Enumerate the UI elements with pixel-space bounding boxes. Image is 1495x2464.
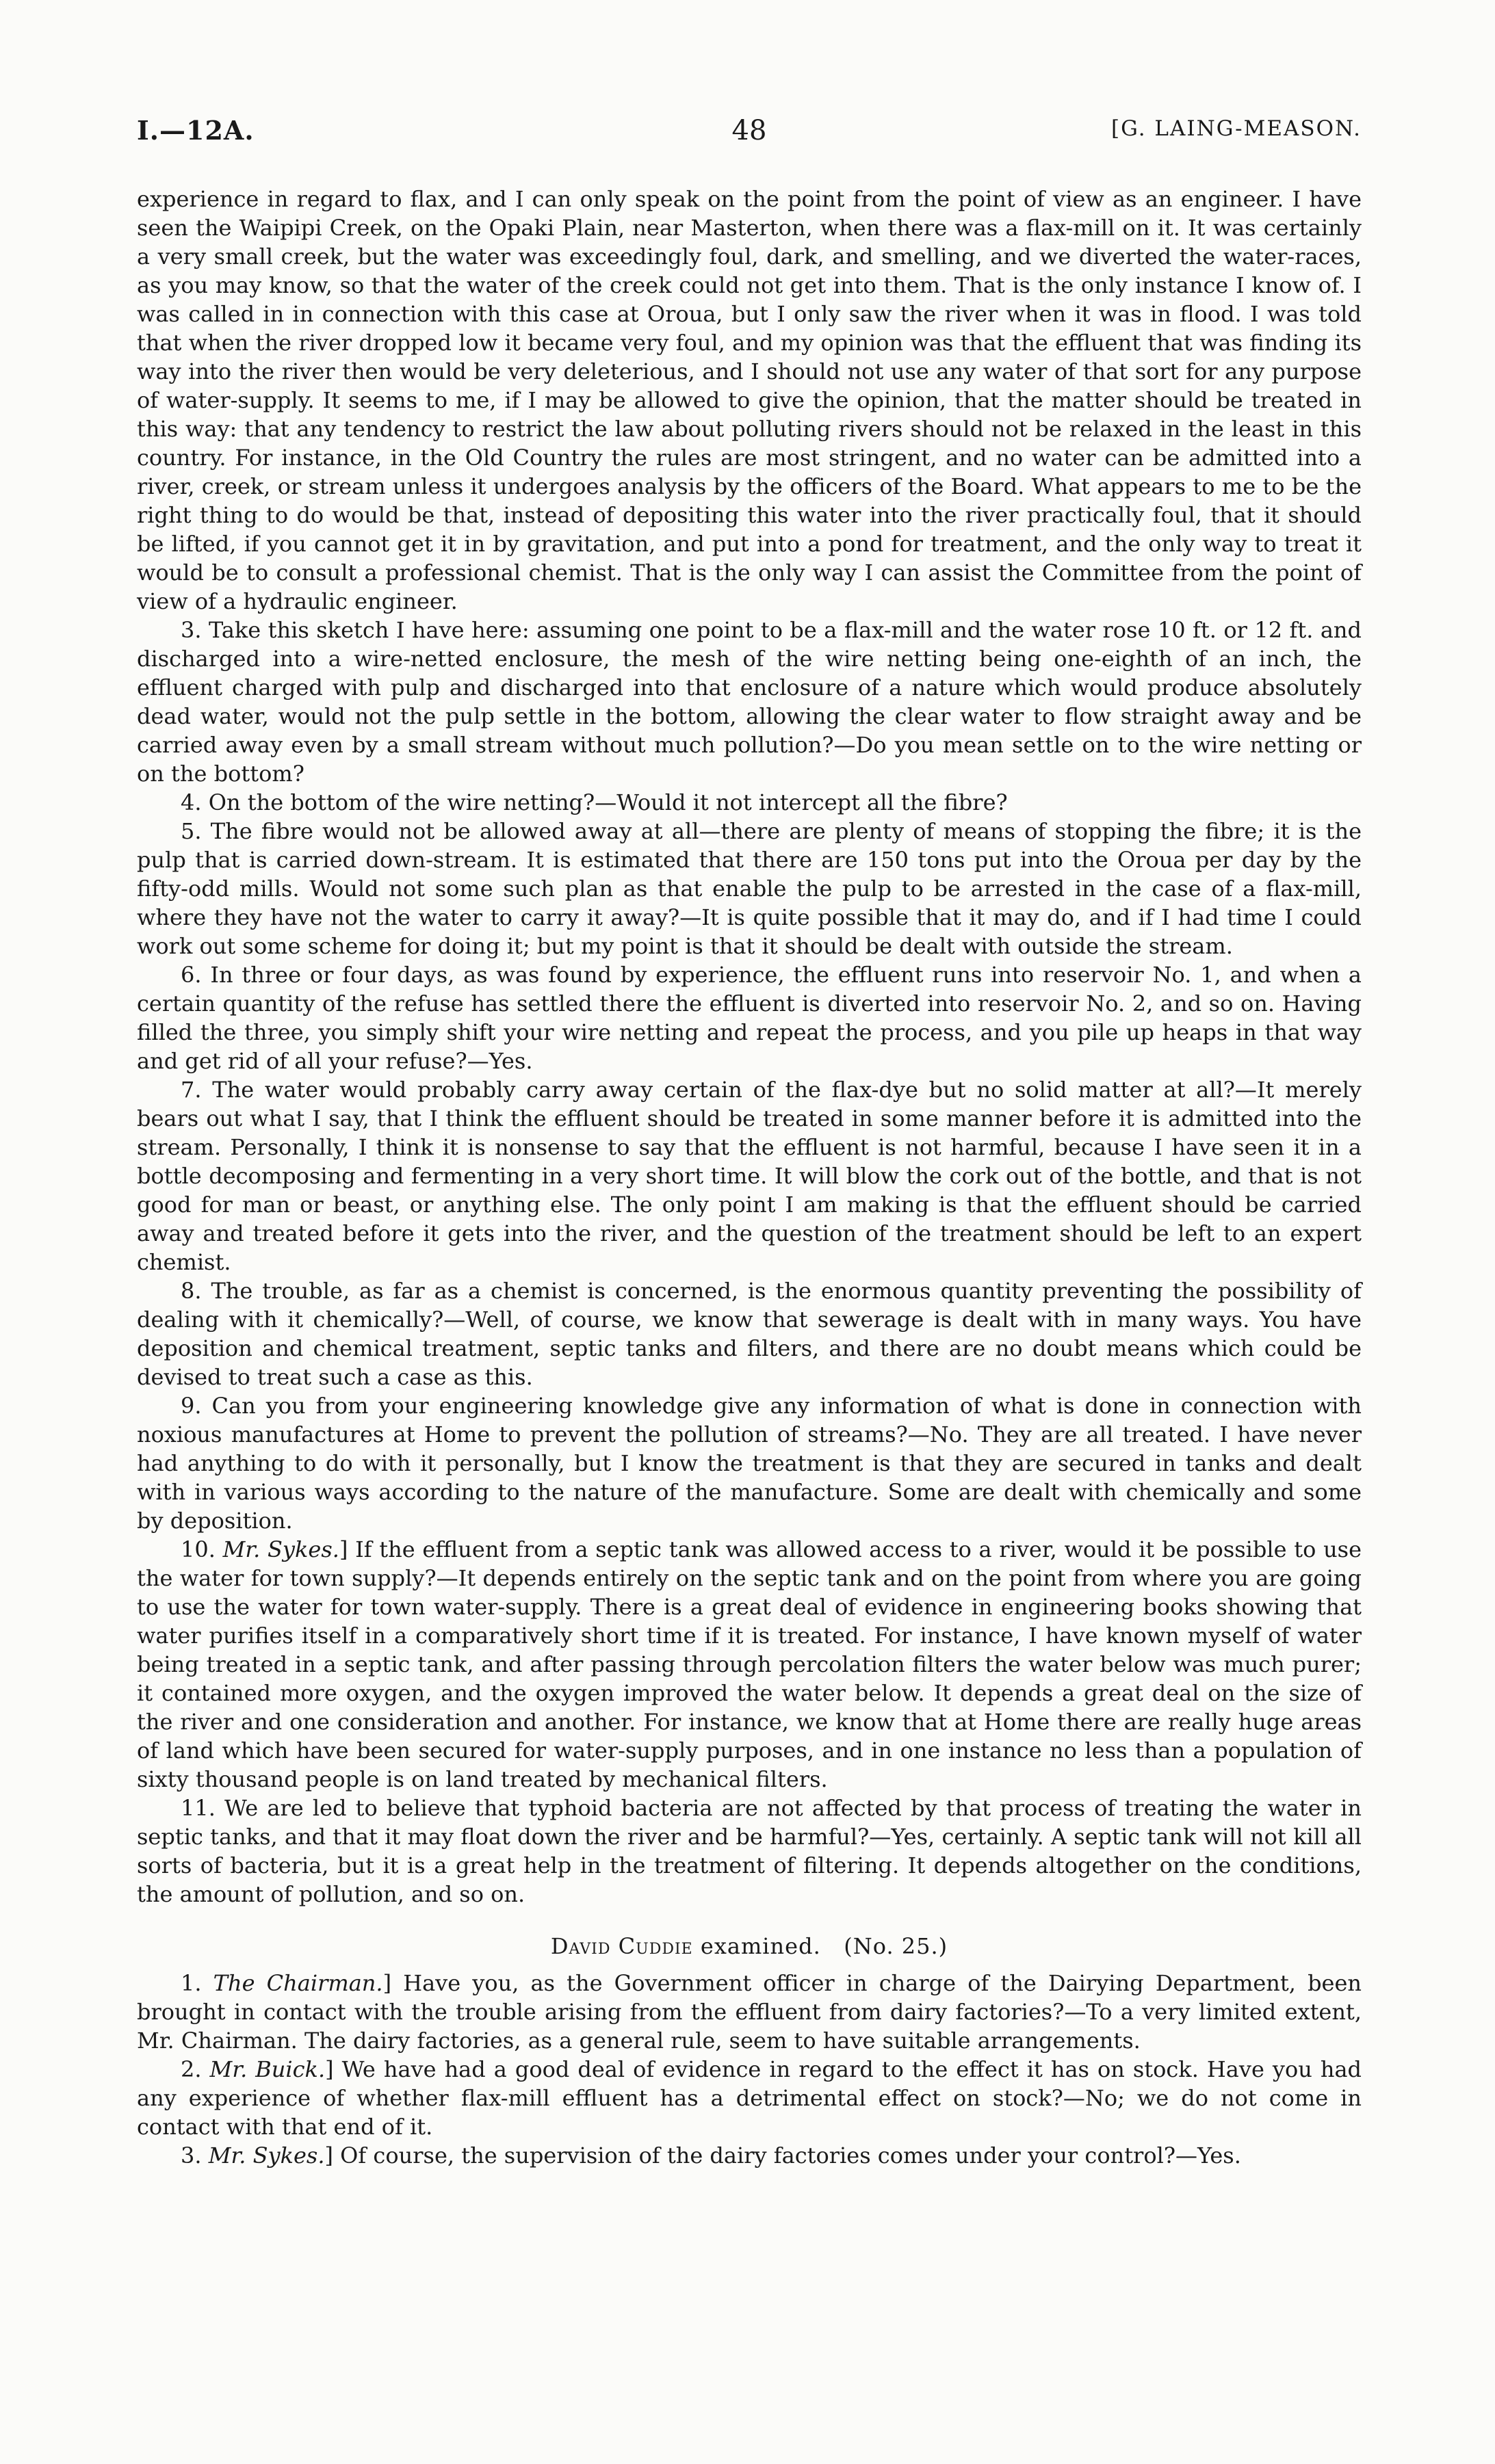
page-number: 48 bbox=[731, 115, 767, 146]
evidence-body bbox=[137, 185, 1362, 2170]
paragraph-continuation: experience in regard to flax, and I can only speak on the point from the point of view as an engineer. I have seen the Waipipi Creek, on the Opaki Plain, near Masterton, when there was a flax-mill on it. It was certainly a very small creek, but the water was exceedingly foul, dark, and smelling, and we diverted the water-races, as you may know, so that the water of the creek could not get into them. That is the only instance I know of. I was called in in connection with this case at Oroua, but I only saw the river when it was in flood. I was told that when the river dropped low it became very foul, and my opinion was that the effluent that was finding its way into the river then would be very deleterious, and I should not use any water of that sort for any purpose of water-supply. It seems to me, if I may be allowed to give the opinion, that the matter should be treated in this way: that any tendency to restrict the law about polluting rivers should not be relaxed in the least in this country. For instance, in the Old Country the rules are most stringent, and no water can be admitted into a river, creek, or stream unless it undergoes analysis by the officers of the Board. What appears to me to be the right thing to do would be that, instead of depositing this water into the river practically foul, that it should be lifted, if you cannot get it in by gravitation, and put into a pond for treatment, and the only way to treat it would be to consult a professional chemist. That is the only way I can assist the Committee from the point of view of a hydraulic engineer. bbox=[137, 186, 1362, 614]
question-text: Of course, the supervision of the dairy factories comes under your control?—Yes. bbox=[340, 2142, 1241, 2168]
speaker: The Chairman. bbox=[213, 1970, 383, 1996]
cuddie-question-1: 1. The Chairman.] Have you, as the Government officer in charge of the Dairying Department, been brought in contact with the trouble arising from the effluent from dairy factories?—To a very limited extent, Mr. Chairman. The dairy factories, as a general rule, seem to have suitable arrangements. bbox=[137, 1970, 1362, 2054]
speaker: Mr. Sykes. bbox=[222, 1536, 339, 1562]
speaker: Mr. Buick. bbox=[209, 2056, 326, 2082]
witness-examined: examined. bbox=[700, 1933, 821, 1959]
question-number: 10. bbox=[181, 1536, 216, 1562]
question-text: If the effluent from a septic tank was allowed access to a river, would it be possible to use the water for town supply?—It depends entirely on the septic tank and on the point from where you are going to use the water for town water-supply. There is a great deal of evidence in engineering books showing that water purifies itself in a comparatively short time if it is treated. For instance, I have known myself of water being treated in a septic tank, and after passing through percolation filters the water below was much purer; it contained more oxygen, and the oxygen improved the water below. It depends a great deal on the size of the river and one consideration and another. For instance, we know that at Home there are really huge areas of land which have been secured for water-supply purposes, and in one instance no less than a population of sixty thousand people is on land treated by mechanical filters. bbox=[137, 1536, 1362, 1792]
question-6: 6. In three or four days, as was found by experience, the effluent runs into reservoir No. 1, and when a certain quantity of the refuse has settled there the effluent is diverted into reservoir No. 2, and so on. Having filled the three, you simply shift your wire netting and repeat the process, and you pile up heaps in that way and get rid of all your refuse?—Yes. bbox=[137, 962, 1362, 1074]
paper-reference: I.—12A. bbox=[137, 115, 255, 146]
question-text: We have had a good deal of evidence in regard to the effect it has on stock. Have you had any experience of whether flax-mill effluent has a detrimental effect on stock?—No; we do not come in contact with that end of it. bbox=[137, 2056, 1362, 2140]
witness-heading bbox=[137, 1932, 1362, 1961]
question-3: 3. Take this sketch I have here: assuming one point to be a flax-mill and the water rose 10 ft. or 12 ft. and discharged into a wire-netted enclosure, the mesh of the wire netting being one-eighth of an inch, the effluent charged with pulp and discharged into that enclosure of a nature which would produce absolutely dead water, would not the pulp settle in the bottom, allowing the clear water to flow straight away and be carried away even by a small stream without much pollution?—Do you mean settle on to the wire netting or on the bottom? bbox=[137, 617, 1362, 787]
speaker: Mr. Sykes. bbox=[208, 2142, 325, 2168]
question-9: 9. Can you from your engineering knowledge give any information of what is done in connection with noxious manufactures at Home to prevent the pollution of streams?—No. They are all treated. I have never had anything to do with it personally, but I know the treatment is that they are secured in tanks and dealt with in various ways according to the nature of the manufacture. Some are dealt with chemically and some by deposition. bbox=[137, 1393, 1362, 1534]
page-header bbox=[137, 115, 1362, 170]
witness-running-head: [G. LAING-MEASON. bbox=[1110, 116, 1362, 141]
question-5: 5. The fibre would not be allowed away at all—there are plenty of means of stopping the fibre; it is the pulp that is carried down-stream. It is estimated that there are 150 tons put into the Oroua per day by the fifty-odd mills. Would not some such plan as that enable the pulp to be arrested in the case of a flax-mill, where they have not the water to carry it away?—It is quite possible that it may do, and if I had time I could work out some scheme for doing it; but my point is that it should be dealt with outside the stream. bbox=[137, 818, 1362, 959]
question-4: 4. On the bottom of the wire netting?—Would it not intercept all the fibre? bbox=[181, 789, 1008, 815]
witness-name: David Cuddie bbox=[550, 1933, 693, 1959]
question-number: 1. bbox=[181, 1970, 202, 1996]
cuddie-question-2: 2. Mr. Buick.] We have had a good deal of evidence in regard to the effect it has on stock. Have you had any experience of whether flax-mill effluent has a detrimental effect on stock?—No; we do not come in contact with that end of it. bbox=[137, 2056, 1362, 2140]
witness-number: (No. 25.) bbox=[844, 1933, 948, 1959]
question-number: 3. bbox=[181, 2142, 202, 2168]
question-8: 8. The trouble, as far as a chemist is concerned, is the enormous quantity preventing the possibility of dealing with it chemically?—Well, of course, we know that sewerage is dealt with in many ways. You have deposition and chemical treatment, septic tanks and filters, and there are no doubt means which could be devised to treat such a case as this. bbox=[137, 1278, 1362, 1390]
question-number: 2. bbox=[181, 2056, 202, 2082]
question-text: Have you, as the Government officer in charge of the Dairying Department, been brought in contact with the trouble arising from the effluent from dairy factories?—To a very limited extent, Mr. Chairman. The dairy factories, as a general rule, seem to have suitable arrangements. bbox=[137, 1970, 1362, 2054]
question-7: 7. The water would probably carry away certain of the flax-dye but no solid matter at all?—It merely bears out what I say, that I think the effluent should be treated in some manner before it is admitted into the stream. Personally, I think it is nonsense to say that the effluent is not harmful, because I have seen it in a bottle decomposing and fermenting in a very short time. It will blow the cork out of the bottle, and that is not good for man or beast, or anything else. The only point I am making is that the effluent should be carried away and treated before it gets into the river, and the question of the treatment should be left to an expert chemist. bbox=[137, 1077, 1362, 1275]
question-10: 10. Mr. Sykes.] If the effluent from a septic tank was allowed access to a river, would it be possible to use the water for town supply?—It depends entirely on the septic tank and on the point from where you are going to use the water for town water-supply. There is a great deal of evidence in engineering books showing that water purifies itself in a comparatively short time if it is treated. For instance, I have known myself of water being treated in a septic tank, and after passing through percolation filters the water below was much purer; it contained more oxygen, and the oxygen improved the water below. It depends a great deal on the size of the river and one consideration and another. For instance, we know that at Home there are really huge areas of land which have been secured for water-supply purposes, and in one instance no less than a population of sixty thousand people is on land treated by mechanical filters. bbox=[137, 1536, 1362, 1792]
cuddie-question-3: 3. Mr. Sykes.] Of course, the supervision of the dairy factories comes under your control?—Yes. bbox=[181, 2142, 1241, 2168]
question-11: 11. We are led to believe that typhoid bacteria are not affected by that process of treating the water in septic tanks, and that it may float down the river and be harmful?—Yes, certainly. A septic tank will not kill all sorts of bacteria, but it is a great help in the treatment of filtering. It depends altogether on the conditions, the amount of pollution, and so on. bbox=[137, 1795, 1362, 1907]
